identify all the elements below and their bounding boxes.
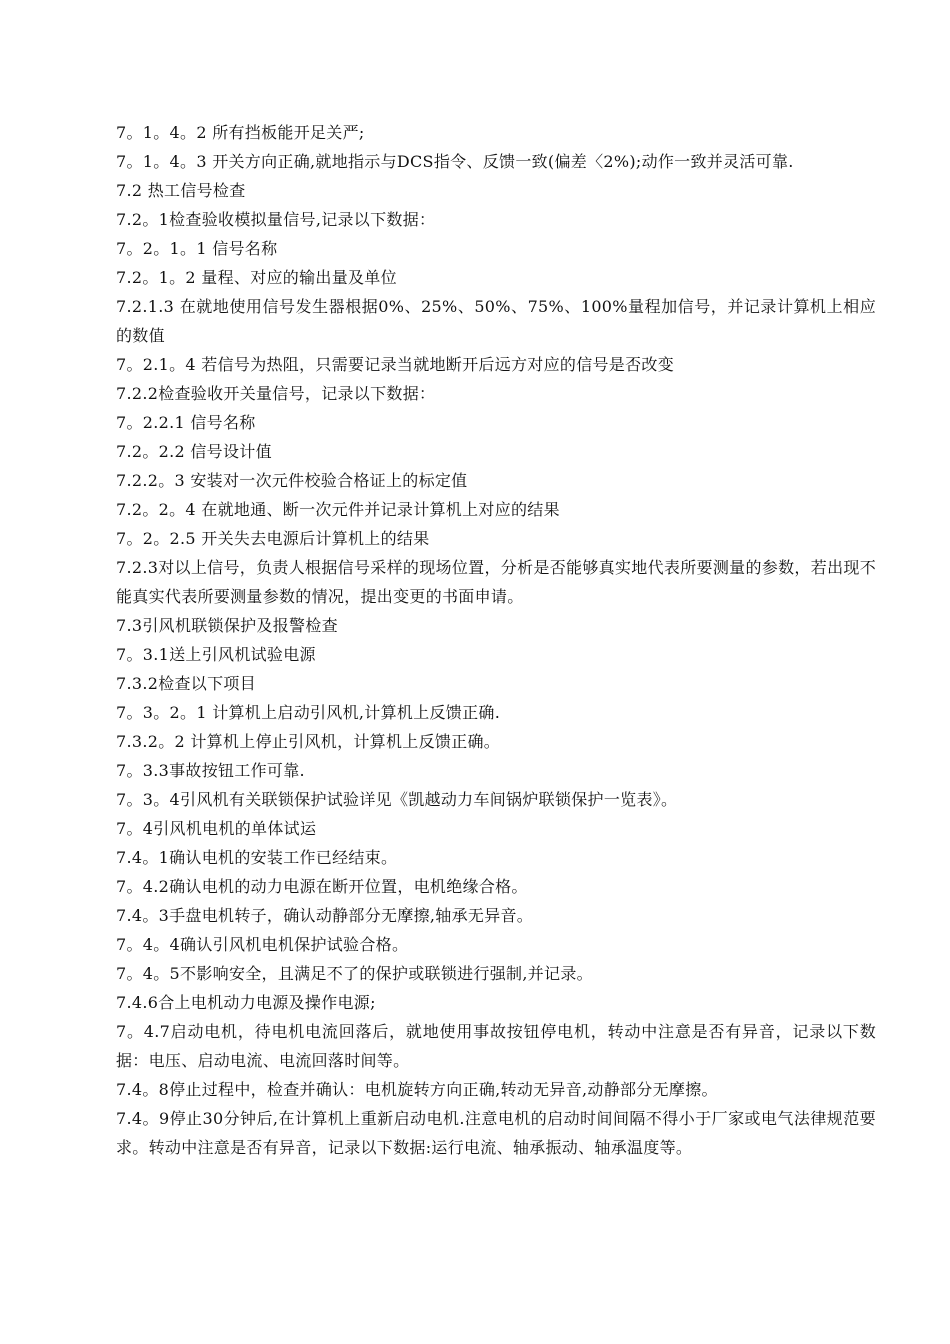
text-line: 7.4.6合上电机动力电源及操作电源; [116,993,376,1012]
text-line: 7。4。4确认引风机电机保护试验合格。 [116,935,409,954]
text-paragraph: 7。4.7启动电机，待电机电流回落后，就地使用事故按钮停电机，转动中注意是否有异音，记录以下数据：电压、启动电流、电流回落时间等。 [116,1022,876,1070]
text-line: 7.3.2检查以下项目 [116,674,257,693]
text-line: 7.2.2。3 安装对一次元件校验合格证上的标定值 [116,471,468,490]
section-heading: 7.3引风机联锁保护及报警检查 [116,616,338,635]
text-line: 7.2。2.2 信号设计值 [116,442,272,461]
section-heading: 7。4引风机电机的单体试运 [116,819,317,838]
section-heading: 7.2 热工信号检查 [116,181,246,200]
text-paragraph: 7.2.3对以上信号，负责人根据信号采样的现场位置，分析是否能够真实地代表所要测量的参数，若出现不能真实代表所要测量参数的情况，提出变更的书面申请。 [116,558,876,606]
text-line: 7。2。1。1 信号名称 [116,239,278,258]
text-line: 7。3。4引风机有关联锁保护试验详见《凯越动力车间锅炉联锁保护一览表》。 [116,790,678,809]
text-line: 7。2.1。4 若信号为热阻，只需要记录当就地断开后远方对应的信号是否改变 [116,355,674,374]
text-line: 7.2。1检查验收模拟量信号,记录以下数据： [116,210,436,229]
text-paragraph: 7。1。4。3 开关方向正确,就地指示与DCS指令、反馈一致(偏差〈2%);动作一致并灵活可靠. [116,152,794,171]
text-line: 7.2。1。2 量程、对应的输出量及单位 [116,268,397,287]
text-paragraph: 7.4。9停止30分钟后,在计算机上重新启动电机.注意电机的启动时间间隔不得小于厂家或电气法律规范要求。转动中注意是否有异音，记录以下数据:运行电流、轴承振动、轴承温度等。 [116,1109,876,1157]
text-line: 7。3.3事故按钮工作可靠. [116,761,305,780]
text-paragraph: 7.2.1.3 在就地使用信号发生器根据0%、25%、50%、75%、100%量程加信号，并记录计算机上相应的数值 [116,297,876,345]
text-line: 7。3.1送上引风机试验电源 [116,645,316,664]
text-line: 7.3.2。2 计算机上停止引风机，计算机上反馈正确。 [116,732,501,751]
text-line: 7。1。4。2 所有挡板能开足关严; [116,123,365,142]
document-body [116,118,876,1162]
text-line: 7.4。3手盘电机转子，确认动静部分无摩擦,轴承无异音。 [116,906,534,925]
text-line: 7。2.2.1 信号名称 [116,413,256,432]
text-line: 7.2.2检查验收开关量信号，记录以下数据： [116,384,436,403]
text-line: 7.4。1确认电机的安装工作已经结束。 [116,848,398,867]
text-line: 7。4.2确认电机的动力电源在断开位置，电机绝缘合格。 [116,877,528,896]
text-line: 7。4。5不影响安全，且满足不了的保护或联锁进行强制,并记录。 [116,964,593,983]
text-line: 7。3。2。1 计算机上启动引风机,计算机上反馈正确. [116,703,501,722]
text-line: 7。2。2.5 开关失去电源后计算机上的结果 [116,529,430,548]
text-line: 7.2。2。4 在就地通、断一次元件并记录计算机上对应的结果 [116,500,560,519]
text-line: 7.4。8停止过程中，检查并确认：电机旋转方向正确,转动无异音,动静部分无摩擦。 [116,1080,718,1099]
